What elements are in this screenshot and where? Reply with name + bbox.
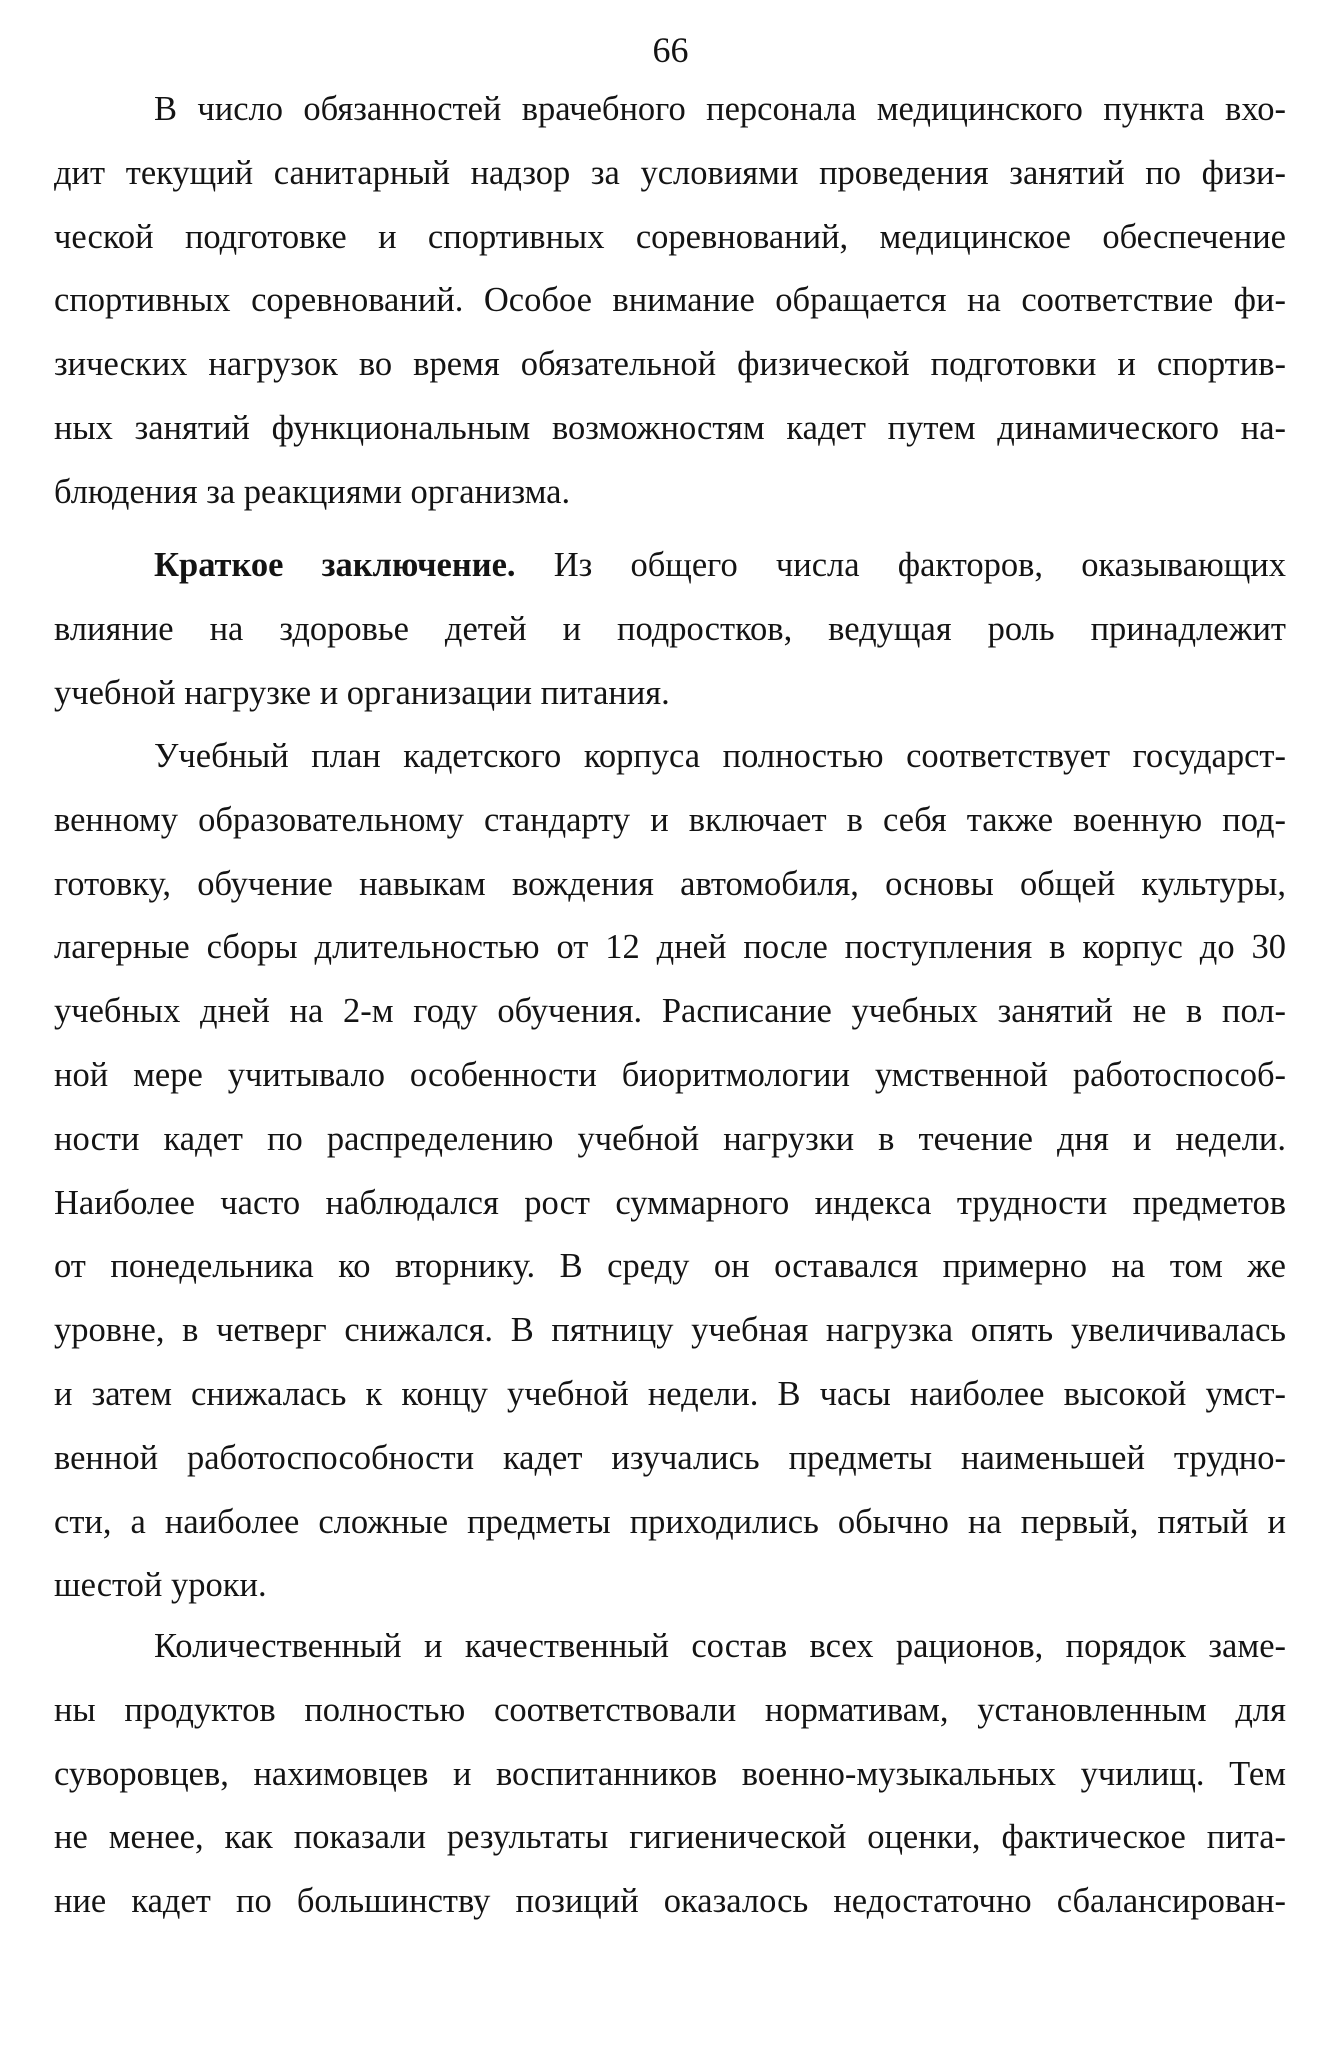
text-line: учебной нагрузке и организации питания.	[54, 673, 670, 712]
text-line: ние кадет по большинству позиций оказалось недостаточно сбалансирован-	[54, 1882, 1286, 1921]
text-line: Наиболее часто наблюдался рост суммарного индекса трудности предметов	[54, 1183, 1286, 1222]
text-line: Количественный и качественный состав всех рационов, порядок заме-	[154, 1627, 1286, 1665]
text-line: влияние на здоровье детей и подростков, ведущая роль принадлежит	[54, 609, 1286, 648]
text-line: венному образовательному стандарту и включает в себя также военную под-	[54, 800, 1286, 839]
page-number: 66	[652, 30, 689, 70]
text-run: Из общего числа факторов, оказывающих	[553, 546, 1287, 584]
text-line: венной работоспособности кадет изучались предметы наименьшей трудно-	[54, 1438, 1286, 1477]
text-line: учебных дней на 2-м году обучения. Расписание учебных занятий не в пол-	[54, 992, 1286, 1031]
text-line: ческой подготовке и спортивных соревнований, медицинское обеспечение	[54, 217, 1286, 256]
text-line: готовку, обучение навыкам вождения автомобиля, основы общей культуры,	[54, 864, 1286, 903]
text-line: ны продуктов полностью соответствовали нормативам, установленным для	[54, 1690, 1286, 1729]
text-line: и затем снижалась к концу учебной недели. В часы наиболее высокой умст-	[54, 1374, 1286, 1413]
text-line: ных занятий функциональным возможностям кадет путем динамического на-	[54, 408, 1286, 447]
text-line: блюдения за реакциями организма.	[54, 472, 571, 511]
text-line: лагерные сборы длительностью от 12 дней после поступления в корпус до 30	[54, 928, 1286, 967]
paragraph-medical-duties	[54, 78, 1286, 525]
text-line: от понедельника ко вторнику. В среду он оставался примерно на том же	[54, 1247, 1286, 1286]
text-line: спортивных соревнований. Особое внимание обращается на соответствие фи-	[54, 281, 1286, 320]
text-line: ной мере учитывало особенности биоритмологии умственной работоспособ-	[54, 1055, 1286, 1094]
section-heading: Краткое заключение.	[154, 546, 516, 584]
paragraph-nutrition	[54, 1615, 1286, 1934]
text-line: дит текущий санитарный надзор за условиями проведения занятий по физи-	[54, 153, 1286, 192]
paragraph-brief-conclusion	[54, 534, 1286, 725]
paragraph-curriculum	[54, 725, 1286, 1618]
text-line: Учебный план кадетского корпуса полностью соответствует государст-	[154, 737, 1286, 775]
text-line	[54, 534, 1286, 598]
text-line: шестой уроки.	[54, 1566, 267, 1605]
text-line: сти, а наиболее сложные предметы приходились обычно на первый, пятый и	[54, 1502, 1286, 1541]
text-line: зических нагрузок во время обязательной физической подготовки и спортив-	[54, 345, 1286, 384]
text-line: ности кадет по распределению учебной нагрузки в течение дня и недели.	[54, 1119, 1286, 1158]
text-line: суворовцев, нахимовцев и воспитанников военно-музыкальных училищ. Тем	[54, 1754, 1286, 1793]
text-line: уровне, в четверг снижался. В пятницу учебная нагрузка опять увеличивалась	[54, 1311, 1286, 1350]
text-line: В число обязанностей врачебного персонала медицинского пункта вхо-	[154, 90, 1286, 128]
text-line: не менее, как показали результаты гигиенической оценки, фактическое пита-	[54, 1818, 1286, 1857]
